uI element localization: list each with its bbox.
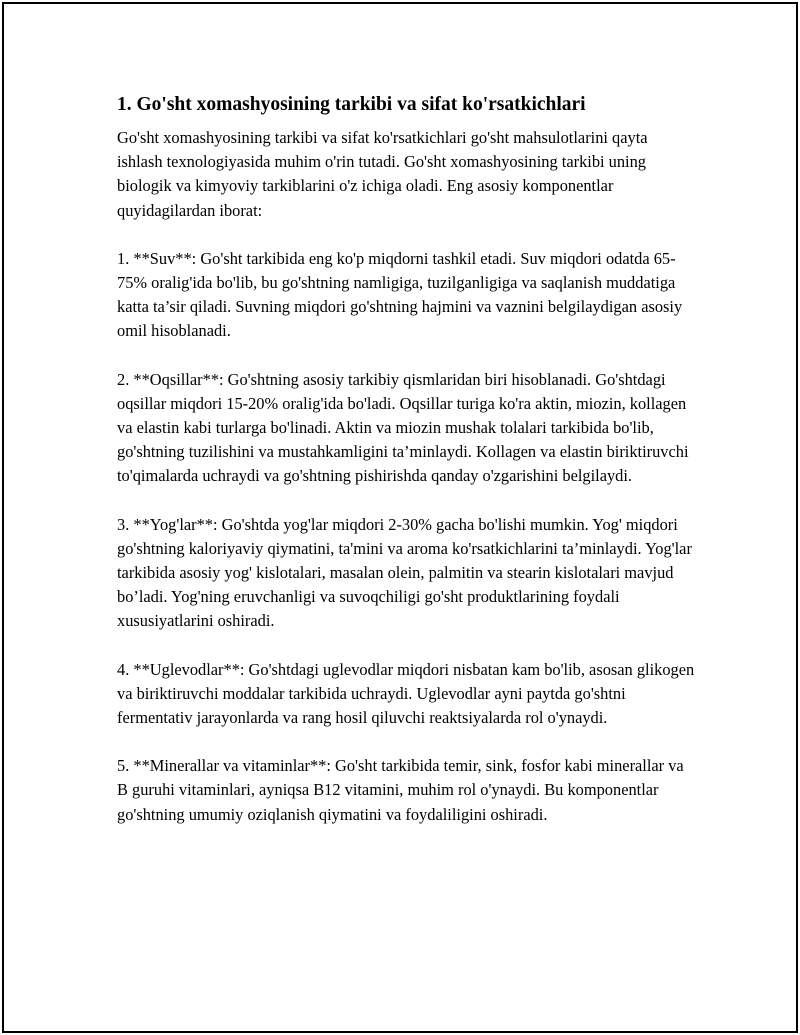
document-body: [117, 92, 697, 851]
paragraph-fats: 3. **Yog'lar**: Go'shtda yog'lar miqdori 2-30% gacha bo'lishi mumkin. Yog' miqdori go'shtning kaloriyaviy qiymatini, ta'mini va aroma ko'rsatkichlarini ta’minlaydi. Yog'lar tarkibida asosiy yog' kislotalari, masalan olein, palmitin va stearin kislotalari mavjud bo’ladi. Yog'ning eruvchanligi va suvoqchiligi go'sht produktlarining foydali xususiyatlarini oshiradi.: [117, 514, 692, 631]
paragraph-carbohydrates: 4. **Uglevodlar**: Go'shtdagi uglevodlar miqdori nisbatan kam bo'lib, asosan glikogen va biriktiruvchi moddalar tarkibida uchraydi. Uglevodlar ayni paytda go'shtni fermentativ jarayonlarda va rang hosil qiluvchi reaktsiyalarda rol o'ynaydi.: [117, 659, 695, 728]
intro-paragraph: Go'sht xomashyosining tarkibi va sifat ko'rsatkichlari go'sht mahsulotlarini qayta ishlash texnologiyasida muhim o'rin tutadi. Go'sht xomashyosining tarkibi uning biologik va kimyoviy tarkiblarini o'z ichiga oladi. Eng asosiy komponentlar quyidagilardan iborat:: [117, 128, 648, 220]
paragraph-minerals-vitamins: 5. **Minerallar va vitaminlar**: Go'sht tarkibida temir, sink, fosfor kabi minerallar va B guruhi vitaminlari, ayniqsa B12 vitamini, muhim rol o'ynaydi. Bu komponentlar go'shtning umumiy oziqlanish qiymatini va foydaliligini oshiradi.: [117, 756, 684, 824]
document-title: 1. Go'sht xomashyosining tarkibi va sifat ko'rsatkichlari: [117, 94, 586, 115]
paragraph-proteins: 2. **Oqsillar**: Go'shtning asosiy tarkibiy qismlaridan biri hisoblanadi. Go'shtdagi oqsillar miqdori 15-20% oralig'ida bo'ladi. Oqsillar turiga ko'ra aktin, miozin, kollagen va elastin kabi turlarga bo'linadi. Aktin va miozin mushak tolalari tarkibida bo'lib, go'shtning tuzilishini va mustahkamligini ta’minlaydi. Kollagen va elastin biriktiruvchi to'qimalarda uchraydi va go'shtning pishirishda qanday o'zgarishini belgilaydi.: [117, 369, 689, 486]
paragraph-water: 1. **Suv**: Go'sht tarkibida eng ko'p miqdorni tashkil etadi. Suv miqdori odatda 65-75% oralig'ida bo'lib, bu go'shtning namligiga, tuzilganligiga va saqlanish muddatiga katta ta’sir qiladi. Suvning miqdori go'shtning hajmini va vaznini belgilaydigan asosiy omil hisoblanadi.: [117, 248, 683, 341]
